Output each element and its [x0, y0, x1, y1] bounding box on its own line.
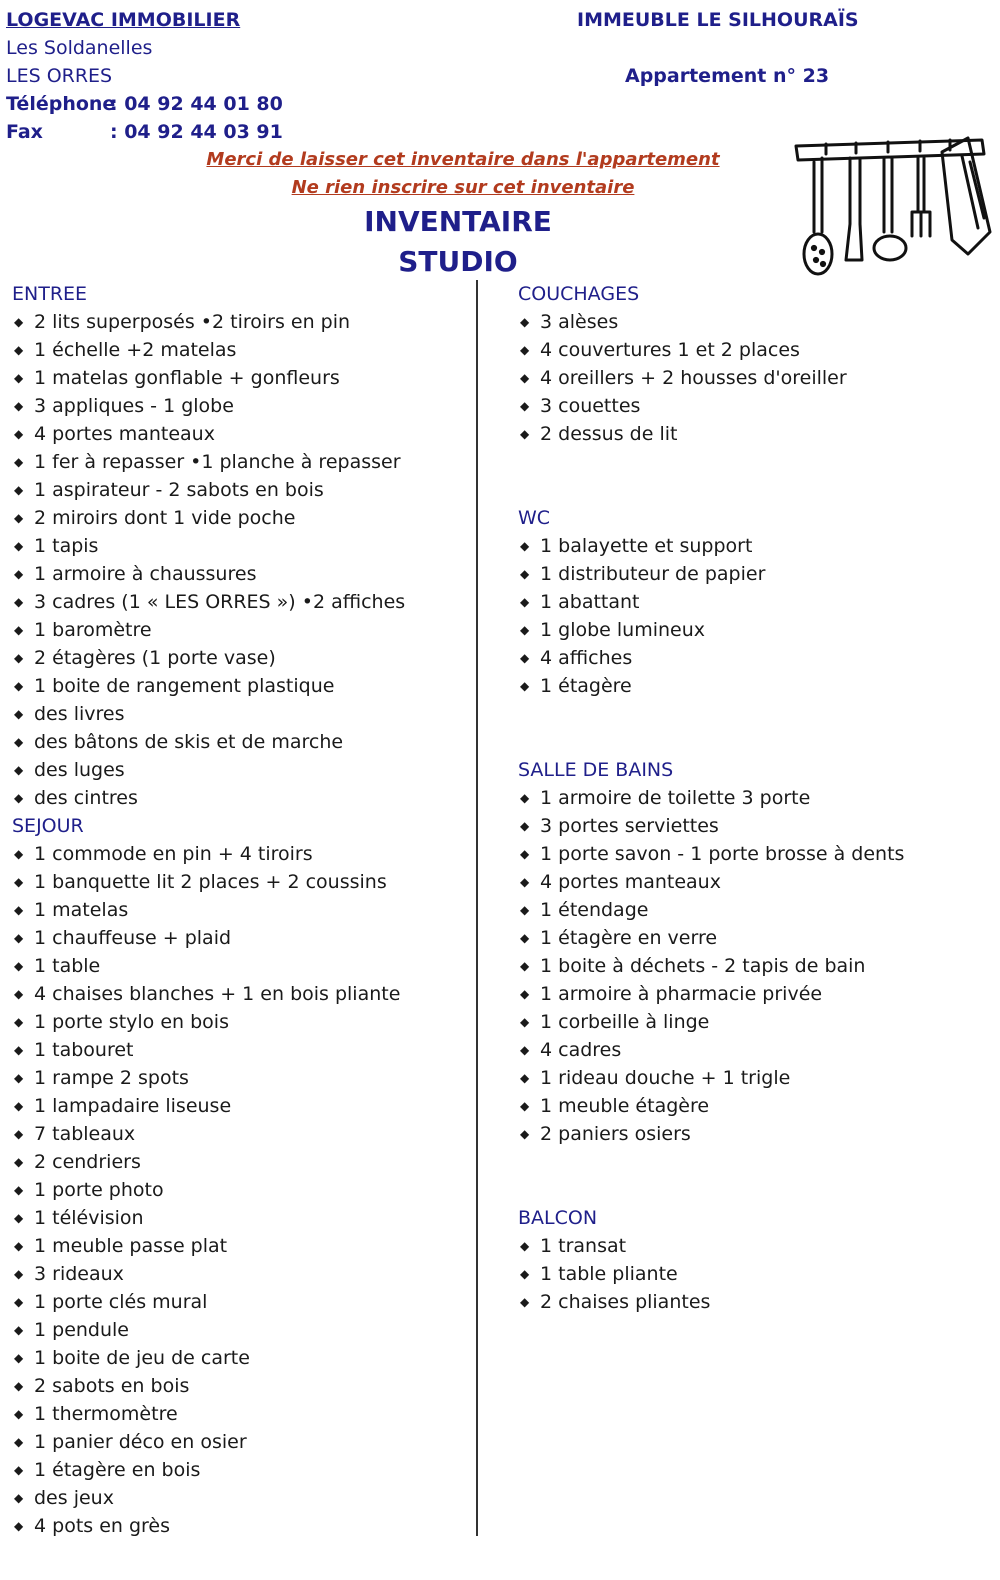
bullet-icon: ◆	[14, 1043, 24, 1057]
bullet-icon: ◆	[520, 343, 530, 357]
list-item: ◆ 1 aspirateur - 2 sabots en bois	[12, 476, 472, 504]
list-item: ◆ 1 boite à déchets - 2 tapis de bain	[518, 952, 988, 980]
list-item: ◆ 1 porte clés mural	[12, 1288, 472, 1316]
bullet-icon: ◆	[14, 483, 24, 497]
list-item: ◆ 1 porte stylo en bois	[12, 1008, 472, 1036]
list-item: ◆ 4 cadres	[518, 1036, 988, 1064]
left-column	[12, 280, 472, 1540]
list-item: ◆ 4 pots en grès	[12, 1512, 472, 1540]
bullet-icon: ◆	[14, 987, 24, 1001]
list-item: ◆ 4 affiches	[518, 644, 988, 672]
bullet-icon: ◆	[14, 1239, 24, 1253]
address-line-1: Les Soldanelles	[6, 37, 153, 59]
spacer	[518, 728, 988, 756]
list-item: ◆ des jeux	[12, 1484, 472, 1512]
bullet-icon: ◆	[14, 399, 24, 413]
list-item: ◆ 7 tableaux	[12, 1120, 472, 1148]
list-item: ◆ 3 rideaux	[12, 1260, 472, 1288]
bullet-icon: ◆	[14, 427, 24, 441]
list-item: ◆ 3 appliques - 1 globe	[12, 392, 472, 420]
list-item: ◆ 1 meuble passe plat	[12, 1232, 472, 1260]
list-item: ◆ 1 banquette lit 2 places + 2 coussins	[12, 868, 472, 896]
list-item: ◆ 1 table	[12, 952, 472, 980]
bullet-icon: ◆	[14, 875, 24, 889]
phone-number: : 04 92 44 01 80	[110, 93, 283, 115]
bullet-icon: ◆	[520, 623, 530, 637]
bullet-icon: ◆	[14, 1071, 24, 1085]
list-item: ◆ 3 cadres (1 « LES ORRES ») •2 affiches	[12, 588, 472, 616]
list-item: ◆ 2 lits superposés •2 tiroirs en pin	[12, 308, 472, 336]
list-item: ◆ des livres	[12, 700, 472, 728]
list-item: ◆ 1 armoire de toilette 3 porte	[518, 784, 988, 812]
list-item: ◆ 2 sabots en bois	[12, 1372, 472, 1400]
bullet-icon: ◆	[14, 1267, 24, 1281]
bullet-icon: ◆	[520, 679, 530, 693]
list-item: ◆ 3 alèses	[518, 308, 988, 336]
address-line-2: LES ORRES	[6, 65, 113, 87]
bullet-icon: ◆	[520, 903, 530, 917]
list-item: ◆ 1 fer à repasser •1 planche à repasser	[12, 448, 472, 476]
bullet-icon: ◆	[14, 959, 24, 973]
bullet-icon: ◆	[14, 1491, 24, 1505]
list-item: ◆ 4 portes manteaux	[12, 420, 472, 448]
wc-list	[518, 532, 988, 700]
bullet-icon: ◆	[14, 315, 24, 329]
bullet-icon: ◆	[14, 511, 24, 525]
couchages-list	[518, 308, 988, 448]
section-title-entree: ENTREE	[12, 283, 88, 305]
list-item: ◆ 1 pendule	[12, 1316, 472, 1344]
section-title-wc: WC	[518, 507, 551, 529]
list-item: ◆ 1 globe lumineux	[518, 616, 988, 644]
bullet-icon: ◆	[520, 1099, 530, 1113]
section-title-salle-de-bains: SALLE DE BAINS	[518, 759, 674, 781]
list-item: ◆ 4 couvertures 1 et 2 places	[518, 336, 988, 364]
bullet-icon: ◆	[520, 1043, 530, 1057]
bullet-icon: ◆	[14, 1435, 24, 1449]
list-item: ◆ des luges	[12, 756, 472, 784]
fax-label: Fax	[6, 121, 43, 143]
kitchen-utensils-icon	[792, 132, 996, 278]
list-item: ◆ 4 chaises blanches + 1 en bois pliante	[12, 980, 472, 1008]
list-item: ◆ 1 commode en pin + 4 tiroirs	[12, 840, 472, 868]
list-item: ◆ 1 tapis	[12, 532, 472, 560]
bullet-icon: ◆	[520, 959, 530, 973]
bullet-icon: ◆	[14, 651, 24, 665]
list-item: ◆ 2 chaises pliantes	[518, 1288, 988, 1316]
bullet-icon: ◆	[14, 735, 24, 749]
bullet-icon: ◆	[520, 371, 530, 385]
list-item: ◆ 1 étagère en verre	[518, 924, 988, 952]
list-item: ◆ 1 distributeur de papier	[518, 560, 988, 588]
bullet-icon: ◆	[14, 455, 24, 469]
list-item: ◆ 4 oreillers + 2 housses d'oreiller	[518, 364, 988, 392]
sejour-list	[12, 840, 472, 1540]
list-item: ◆ 1 baromètre	[12, 616, 472, 644]
bullet-icon: ◆	[14, 903, 24, 917]
bullet-icon: ◆	[14, 539, 24, 553]
bullet-icon: ◆	[520, 791, 530, 805]
bullet-icon: ◆	[14, 1099, 24, 1113]
list-item: ◆ 1 panier déco en osier	[12, 1428, 472, 1456]
bullet-icon: ◆	[520, 1127, 530, 1141]
list-item: ◆ 3 portes serviettes	[518, 812, 988, 840]
fax-line	[6, 118, 283, 146]
notice-do-not-write: Ne rien inscrire sur cet inventaire	[291, 177, 635, 198]
bullet-icon: ◆	[520, 1015, 530, 1029]
list-item: ◆ 2 dessus de lit	[518, 420, 988, 448]
list-item: ◆ 1 porte photo	[12, 1176, 472, 1204]
company-name: LOGEVAC IMMOBILIER	[6, 9, 241, 31]
bullet-icon: ◆	[14, 1155, 24, 1169]
bullet-icon: ◆	[14, 343, 24, 357]
list-item: ◆ 4 portes manteaux	[518, 868, 988, 896]
page-title: INVENTAIRE	[364, 205, 552, 238]
list-item: ◆ 1 tabouret	[12, 1036, 472, 1064]
spacer	[518, 700, 988, 728]
bullet-icon: ◆	[520, 1239, 530, 1253]
salle-de-bains-list	[518, 784, 988, 1148]
bullet-icon: ◆	[520, 819, 530, 833]
bullet-icon: ◆	[14, 847, 24, 861]
bullet-icon: ◆	[14, 1463, 24, 1477]
bullet-icon: ◆	[14, 707, 24, 721]
bullet-icon: ◆	[520, 315, 530, 329]
list-item: ◆ 1 étagère	[518, 672, 988, 700]
bullet-icon: ◆	[14, 1351, 24, 1365]
list-item: ◆ 1 armoire à chaussures	[12, 560, 472, 588]
list-item: ◆ 2 étagères (1 porte vase)	[12, 644, 472, 672]
section-title-couchages: COUCHAGES	[518, 283, 640, 305]
section-title-balcon: BALCON	[518, 1207, 598, 1229]
bullet-icon: ◆	[520, 399, 530, 413]
list-item: ◆ 3 couettes	[518, 392, 988, 420]
bullet-icon: ◆	[14, 791, 24, 805]
bullet-icon: ◆	[14, 679, 24, 693]
bullet-icon: ◆	[520, 1071, 530, 1085]
bullet-icon: ◆	[14, 623, 24, 637]
spacer	[518, 1148, 988, 1204]
list-item: ◆ 1 rideau douche + 1 trigle	[518, 1064, 988, 1092]
bullet-icon: ◆	[520, 595, 530, 609]
bullet-icon: ◆	[14, 1379, 24, 1393]
bullet-icon: ◆	[14, 371, 24, 385]
fax-number: : 04 92 44 03 91	[110, 121, 283, 143]
list-item: ◆ 1 table pliante	[518, 1260, 988, 1288]
bullet-icon: ◆	[520, 651, 530, 665]
list-item: ◆ 1 transat	[518, 1232, 988, 1260]
bullet-icon: ◆	[14, 763, 24, 777]
list-item: ◆ 1 télévision	[12, 1204, 472, 1232]
list-item: ◆ des cintres	[12, 784, 472, 812]
list-item: ◆ 2 paniers osiers	[518, 1120, 988, 1148]
bullet-icon: ◆	[520, 847, 530, 861]
list-item: ◆ 1 thermomètre	[12, 1400, 472, 1428]
list-item: ◆ 1 balayette et support	[518, 532, 988, 560]
bullet-icon: ◆	[14, 1211, 24, 1225]
list-item: ◆ 1 porte savon - 1 porte brosse à dents	[518, 840, 988, 868]
list-item: ◆ des bâtons de skis et de marche	[12, 728, 472, 756]
list-item: ◆ 1 matelas gonflable + gonfleurs	[12, 364, 472, 392]
bullet-icon: ◆	[14, 1407, 24, 1421]
list-item: ◆ 1 corbeille à linge	[518, 1008, 988, 1036]
bullet-icon: ◆	[14, 1519, 24, 1533]
column-divider	[476, 280, 478, 1536]
list-item: ◆ 1 rampe 2 spots	[12, 1064, 472, 1092]
bullet-icon: ◆	[14, 595, 24, 609]
bullet-icon: ◆	[520, 427, 530, 441]
list-item: ◆ 1 meuble étagère	[518, 1092, 988, 1120]
bullet-icon: ◆	[520, 875, 530, 889]
entree-list	[12, 308, 472, 812]
list-item: ◆ 1 abattant	[518, 588, 988, 616]
right-column	[518, 280, 988, 1316]
bullet-icon: ◆	[520, 1295, 530, 1309]
list-item: ◆ 1 étagère en bois	[12, 1456, 472, 1484]
list-item: ◆ 1 échelle +2 matelas	[12, 336, 472, 364]
bullet-icon: ◆	[520, 931, 530, 945]
bullet-icon: ◆	[14, 1323, 24, 1337]
notice-leave-inventory: Merci de laisser cet inventaire dans l'appartement	[206, 149, 720, 170]
bullet-icon: ◆	[14, 1015, 24, 1029]
balcon-list	[518, 1232, 988, 1316]
spacer	[518, 448, 988, 504]
list-item: ◆ 1 armoire à pharmacie privée	[518, 980, 988, 1008]
list-item: ◆ 1 boite de jeu de carte	[12, 1344, 472, 1372]
bullet-icon: ◆	[520, 539, 530, 553]
page-subtitle: STUDIO	[398, 245, 518, 278]
section-title-sejour: SEJOUR	[12, 815, 84, 837]
bullet-icon: ◆	[520, 987, 530, 1001]
bullet-icon: ◆	[520, 567, 530, 581]
bullet-icon: ◆	[14, 1183, 24, 1197]
list-item: ◆ 1 lampadaire liseuse	[12, 1092, 472, 1120]
list-item: ◆ 2 miroirs dont 1 vide poche	[12, 504, 472, 532]
list-item: ◆ 1 boite de rangement plastique	[12, 672, 472, 700]
phone-line	[6, 90, 283, 118]
bullet-icon: ◆	[14, 1295, 24, 1309]
bullet-icon: ◆	[14, 567, 24, 581]
bullet-icon: ◆	[14, 1127, 24, 1141]
list-item: ◆ 1 chauffeuse + plaid	[12, 924, 472, 952]
list-item: ◆ 1 étendage	[518, 896, 988, 924]
apartment-number: Appartement n° 23	[625, 65, 830, 87]
list-item: ◆ 1 matelas	[12, 896, 472, 924]
list-item: ◆ 2 cendriers	[12, 1148, 472, 1176]
phone-label: Téléphone	[6, 93, 116, 115]
building-name: IMMEUBLE LE SILHOURAÏS	[577, 9, 859, 31]
bullet-icon: ◆	[14, 931, 24, 945]
bullet-icon: ◆	[520, 1267, 530, 1281]
